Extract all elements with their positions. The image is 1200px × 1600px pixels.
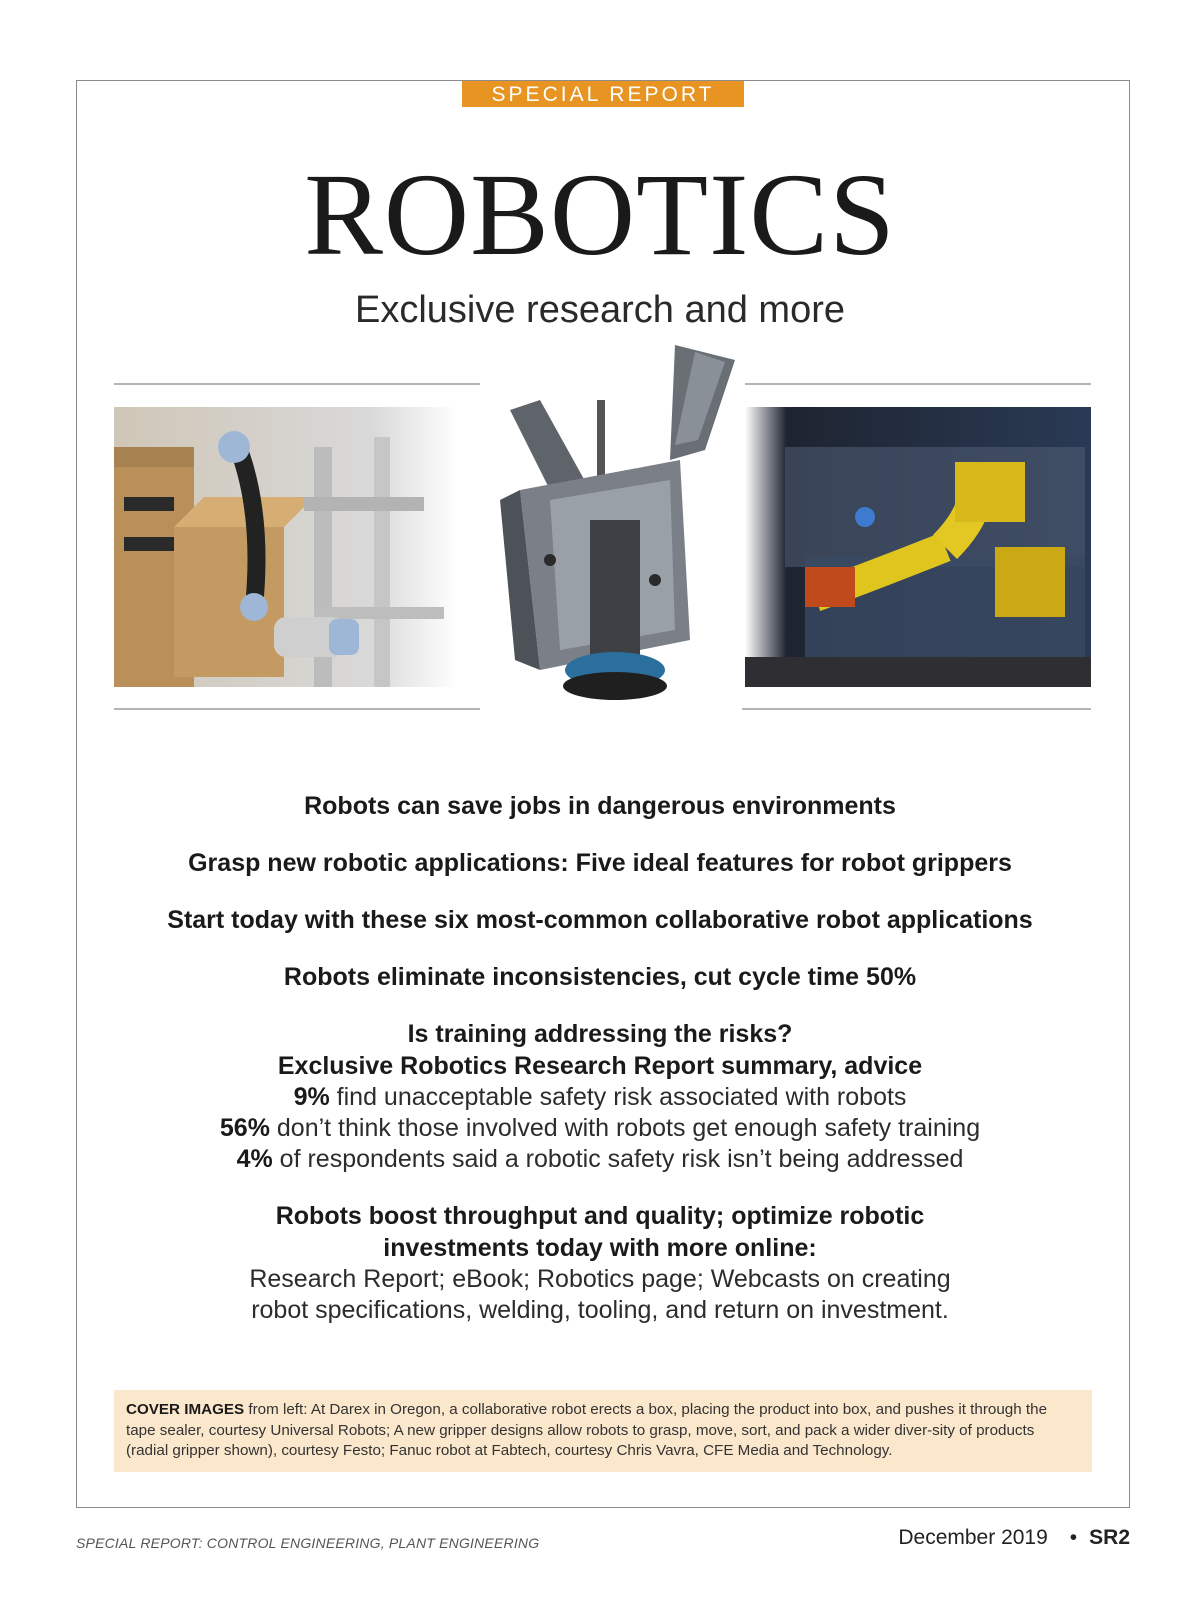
boost-heading-2[interactable]: investments today with more online: [383,1234,817,1262]
caption-label: COVER IMAGES [126,1401,245,1418]
page-subtitle: Exclusive research and more [355,289,845,331]
stat-3 [90,1144,1110,1175]
headline-1[interactable]: Robots can save jobs in dangerous environments [304,792,896,820]
stat-2-value: 56% [219,1114,270,1142]
page-number: SR2 [1089,1526,1130,1549]
stat-1 [90,1082,1110,1113]
special-report-banner: SPECIAL REPORT [462,81,744,107]
radial-gripper-photo [480,340,742,740]
stat-2 [90,1113,1110,1144]
stat-1-value: 9% [293,1083,330,1111]
stat-2-text: don’t think those involved with robots get enough safety training [269,1114,981,1142]
training-heading[interactable]: Is training addressing the risks? [407,1020,793,1048]
caption-text: from left: At Darex in Oregon, a collaborative robot erects a box, placing the product into box, and pushes it through the tape sealer, courtesy Universal Robots; A new gripper designs allow robots to grasp, move, sort, and pack a wider diver-sity of products (radial gripper shown), courtesy Festo; Fanuc robot at Fabtech, courtesy Chris Vavra, CFE Media and Technology. [126,1401,1048,1459]
headline-3[interactable]: Start today with these six most-common collaborative robot applications [167,906,1033,934]
boost-line-2: robot specifications, welding, tooling, and return on investment. [251,1296,949,1324]
boost-line-1: Research Report; eBook; Robotics page; Webcasts on creating [249,1265,951,1293]
training-subheading[interactable]: Exclusive Robotics Research Report summary, advice [277,1052,923,1080]
footer-bullet: • [1069,1526,1078,1549]
cover-images-caption [114,1390,1092,1472]
footer-page-info [898,1526,1130,1550]
headlines-section [90,790,1110,1326]
rule-bottom-left [114,708,504,710]
rule-bottom-right [688,708,1091,710]
headline-2[interactable]: Grasp new robotic applications: Five ideal features for robot grippers [188,849,1012,877]
footer-date: December 2019 [898,1526,1048,1549]
cobot-box-photo [114,407,458,687]
stat-1-text: find unacceptable safety risk associated with robots [329,1083,907,1111]
stat-3-value: 4% [236,1145,273,1173]
footer-publication: SPECIAL REPORT: CONTROL ENGINEERING, PLANT ENGINEERING [76,1535,540,1551]
rule-top-right [745,383,1091,385]
fanuc-robot-photo [745,407,1091,687]
page-title: ROBOTICS [304,149,896,280]
headline-4[interactable]: Robots eliminate inconsistencies, cut cycle time 50% [283,963,917,991]
boost-heading-1[interactable]: Robots boost throughput and quality; optimize robotic [275,1202,925,1230]
stat-3-text: of respondents said a robotic safety risk isn’t being addressed [272,1145,964,1173]
